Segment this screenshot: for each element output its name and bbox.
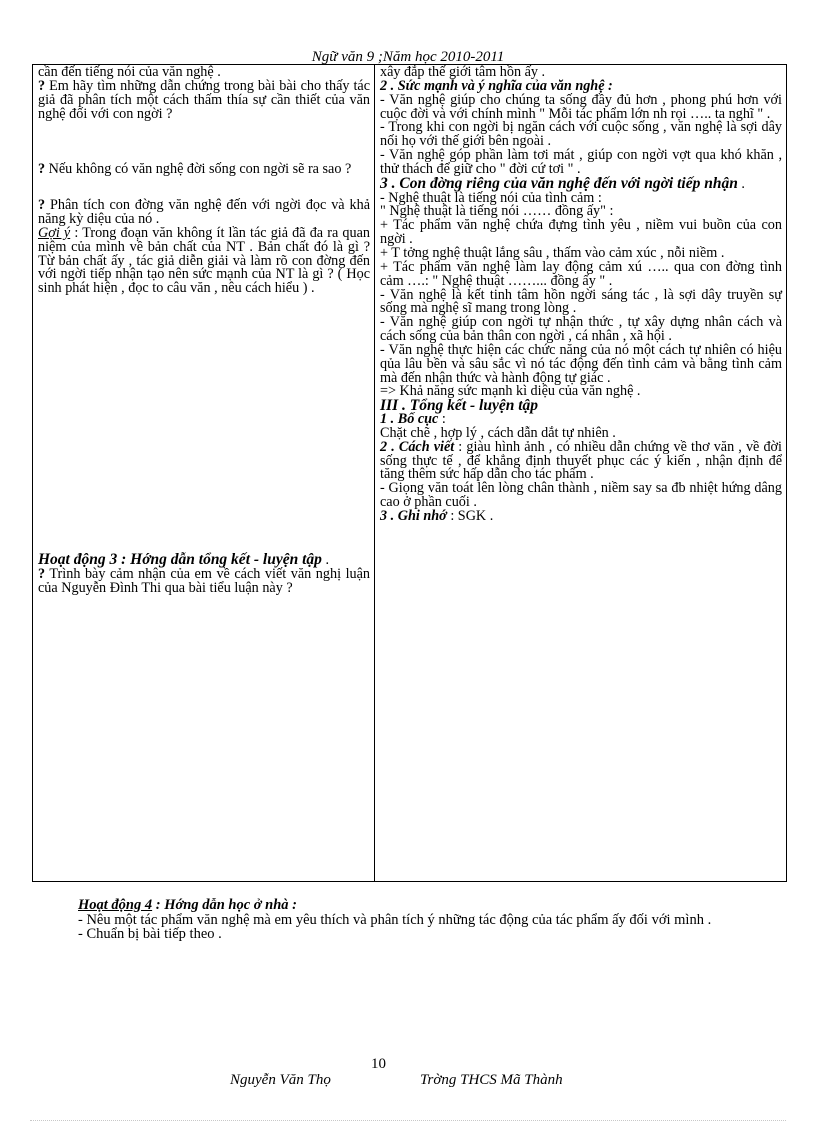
memo-label: 3 . Ghi nhớ xyxy=(380,508,447,524)
hint-paragraph xyxy=(38,224,371,297)
activity-3-tail: . xyxy=(321,552,329,569)
content-column xyxy=(375,65,787,882)
question-2 xyxy=(38,163,370,177)
hint-text: : Trong đoạn văn không ít lần tác giả đã đa ra quan niệm của mình về bản chất của NT . Bản chất đó là gì ? Từ bản chất ấy , tác giả diễn giải và làm rõ con đờng đến với ngời tiếp nhận tạo nên sức mạnh của NT là gì ? ( Học sinh phát hiện , đọc to câu văn , nêu cách hiểu ) . xyxy=(38,224,371,297)
memo-item xyxy=(380,510,782,524)
activity-4-label: Hoạt động 4 xyxy=(78,897,153,913)
footer-author: Nguyễn Văn Thọ xyxy=(230,1072,331,1088)
question-mark: ? xyxy=(38,77,46,94)
question-1 xyxy=(38,77,370,122)
footer-school: Trờng THCS Mã Thành xyxy=(420,1072,563,1088)
memo-text: : SGK . xyxy=(446,508,494,524)
hint-label: Gợi ý xyxy=(38,224,71,241)
summary-heading: III . Tổng kết - luyện tập xyxy=(380,397,539,415)
right-paragraph: xây đắp thế giới tâm hồn ấy . xyxy=(380,64,546,80)
bullet-item: " Nghệ thuật là tiếng nói …… đồng ấy" : xyxy=(380,203,614,220)
section-2-heading: 2 . Sức mạnh và ý nghĩa của văn nghệ : xyxy=(380,77,613,94)
bullet-item: + Tác phẩm văn nghệ chứa đựng tình yêu , niềm vui buồn của con ngời . xyxy=(380,217,782,248)
question-3-text: Phân tích con đờng văn nghệ đến với ngời đọc và khả năng kỳ diệu của nó . xyxy=(38,197,370,228)
homework-line: - Chuẩn bị bài tiếp theo . xyxy=(78,926,222,942)
writing-style-item xyxy=(380,438,782,483)
bullet-item: - Văn nghệ góp phần làm tơi mát , giúp con ngời vợt qua khó khăn , thử thách để giữ cho " đời cứ tơi " . xyxy=(380,147,782,177)
voice-item: - Giọng văn toát lên lòng chân thành , niềm say sa đb nhiệt hứng dâng cao ở phần cuối . xyxy=(380,480,782,511)
bullet-item: + T tởng nghệ thuật lắng sâu , thấm vào cảm xúc , nỗi niềm . xyxy=(380,244,725,261)
bullet-item: - Văn nghệ là kết tinh tâm hồn ngời sáng tác , là sợi dây truyền sự sống mà nghệ sĩ mang trong lòng . xyxy=(380,286,782,317)
table-row xyxy=(33,65,787,882)
left-paragraph: cần đến tiếng nói của văn nghệ . xyxy=(38,64,221,80)
homework-heading xyxy=(38,898,720,913)
bullet-item: - Văn nghệ giúp con ngời tự nhận thức , tự xây dựng nhân cách và cách sống của bản thân con ngời , cá nhân , xã hội . xyxy=(380,314,782,345)
question-4 xyxy=(38,565,370,596)
activity-3-title: Hoạt động 3 : Hớng dẫn tổng kết - luyện tập xyxy=(38,551,322,569)
writing-style-label: 2 . Cách viết xyxy=(380,438,455,455)
question-mark: ? xyxy=(38,161,46,178)
question-1-text: Em hãy tìm những dẫn chứng trong bài bài cho thấy tác giả đã phân tích một cách thấm thía sự cần thiết của văn nghệ đối với con ngời ? xyxy=(38,77,370,122)
section-3-tail: . xyxy=(737,175,745,192)
question-3 xyxy=(38,199,370,227)
section-3-title: 3 . Con đờng riêng của văn nghệ đến với ngời tiếp nhận xyxy=(380,174,738,192)
layout-text: Chặt chẽ , hợp lý , cách dẫn dắt tự nhiên . xyxy=(380,424,616,441)
question-4-text: Trình bày cảm nhận của em về cách viết văn nghị luận của Nguyễn Đình Thi qua bài tiểu luận này ? xyxy=(38,565,370,596)
lesson-table xyxy=(32,64,787,882)
activity-4-title: : Hớng dẫn học ở nhà : xyxy=(152,897,298,913)
bottom-divider xyxy=(30,1120,786,1121)
bullet-item: - Văn nghệ giúp cho chúng ta sống đầy đủ hơn , phong phú hơn với cuộc đời và với chính mình " Mỗi tác phẩm lớn nh rọi ….. ta nghĩ " . xyxy=(380,91,782,122)
layout-tail: : xyxy=(438,411,446,428)
page-header: Ngữ văn 9 ;Năm học 2010-2011 xyxy=(311,49,505,65)
bullet-item: - Nghệ thuật là tiếng nói của tình cảm : xyxy=(380,189,602,206)
teacher-activity-column xyxy=(33,65,375,882)
conclusion-line: => Khả năng sức mạnh kì diệu của văn nghệ . xyxy=(380,383,641,400)
writing-style-text: : giàu hình ảnh , có nhiều dẫn chứng về thơ văn , về đời sống thực tế , để khẳng định thuyết phục các ý kiến , nhận định để tăng thêm sức hấp dẫn cho tác phẩm . xyxy=(380,438,782,483)
homework-section xyxy=(38,898,720,942)
bullet-item: - Trong khi con ngời bị ngăn cách với cuộc sống , văn nghệ là sợi dây nối họ với thế giới bên ngoài . xyxy=(380,119,782,150)
page-number: 10 xyxy=(371,1056,386,1072)
bullet-item: - Văn nghệ thực hiện các chức năng của nó một cách tự nhiên có hiệu qủa lâu bền và sâu sắc vì nó tác động đến tình cảm và bằng tình cảm mà đến nhận thức và hành động tự giác . xyxy=(380,341,782,386)
question-2-text: Nếu không có văn nghệ đời sống con ngời sẽ ra sao ? xyxy=(45,161,352,178)
bullet-item: + Tác phẩm văn nghệ làm lay động cảm xú ….. qua con đờng tình cảm ….: " Nghệ thuật ……... đồng ấy " . xyxy=(380,258,782,289)
layout-label: 1 . Bố cục xyxy=(380,411,439,428)
question-mark: ? xyxy=(38,197,46,214)
question-mark: ? xyxy=(38,565,46,582)
homework-line: - Nêu một tác phẩm văn nghệ mà em yêu thích và phân tích ý những tác động của tác phẩm ấy đối với mình . xyxy=(78,911,712,928)
